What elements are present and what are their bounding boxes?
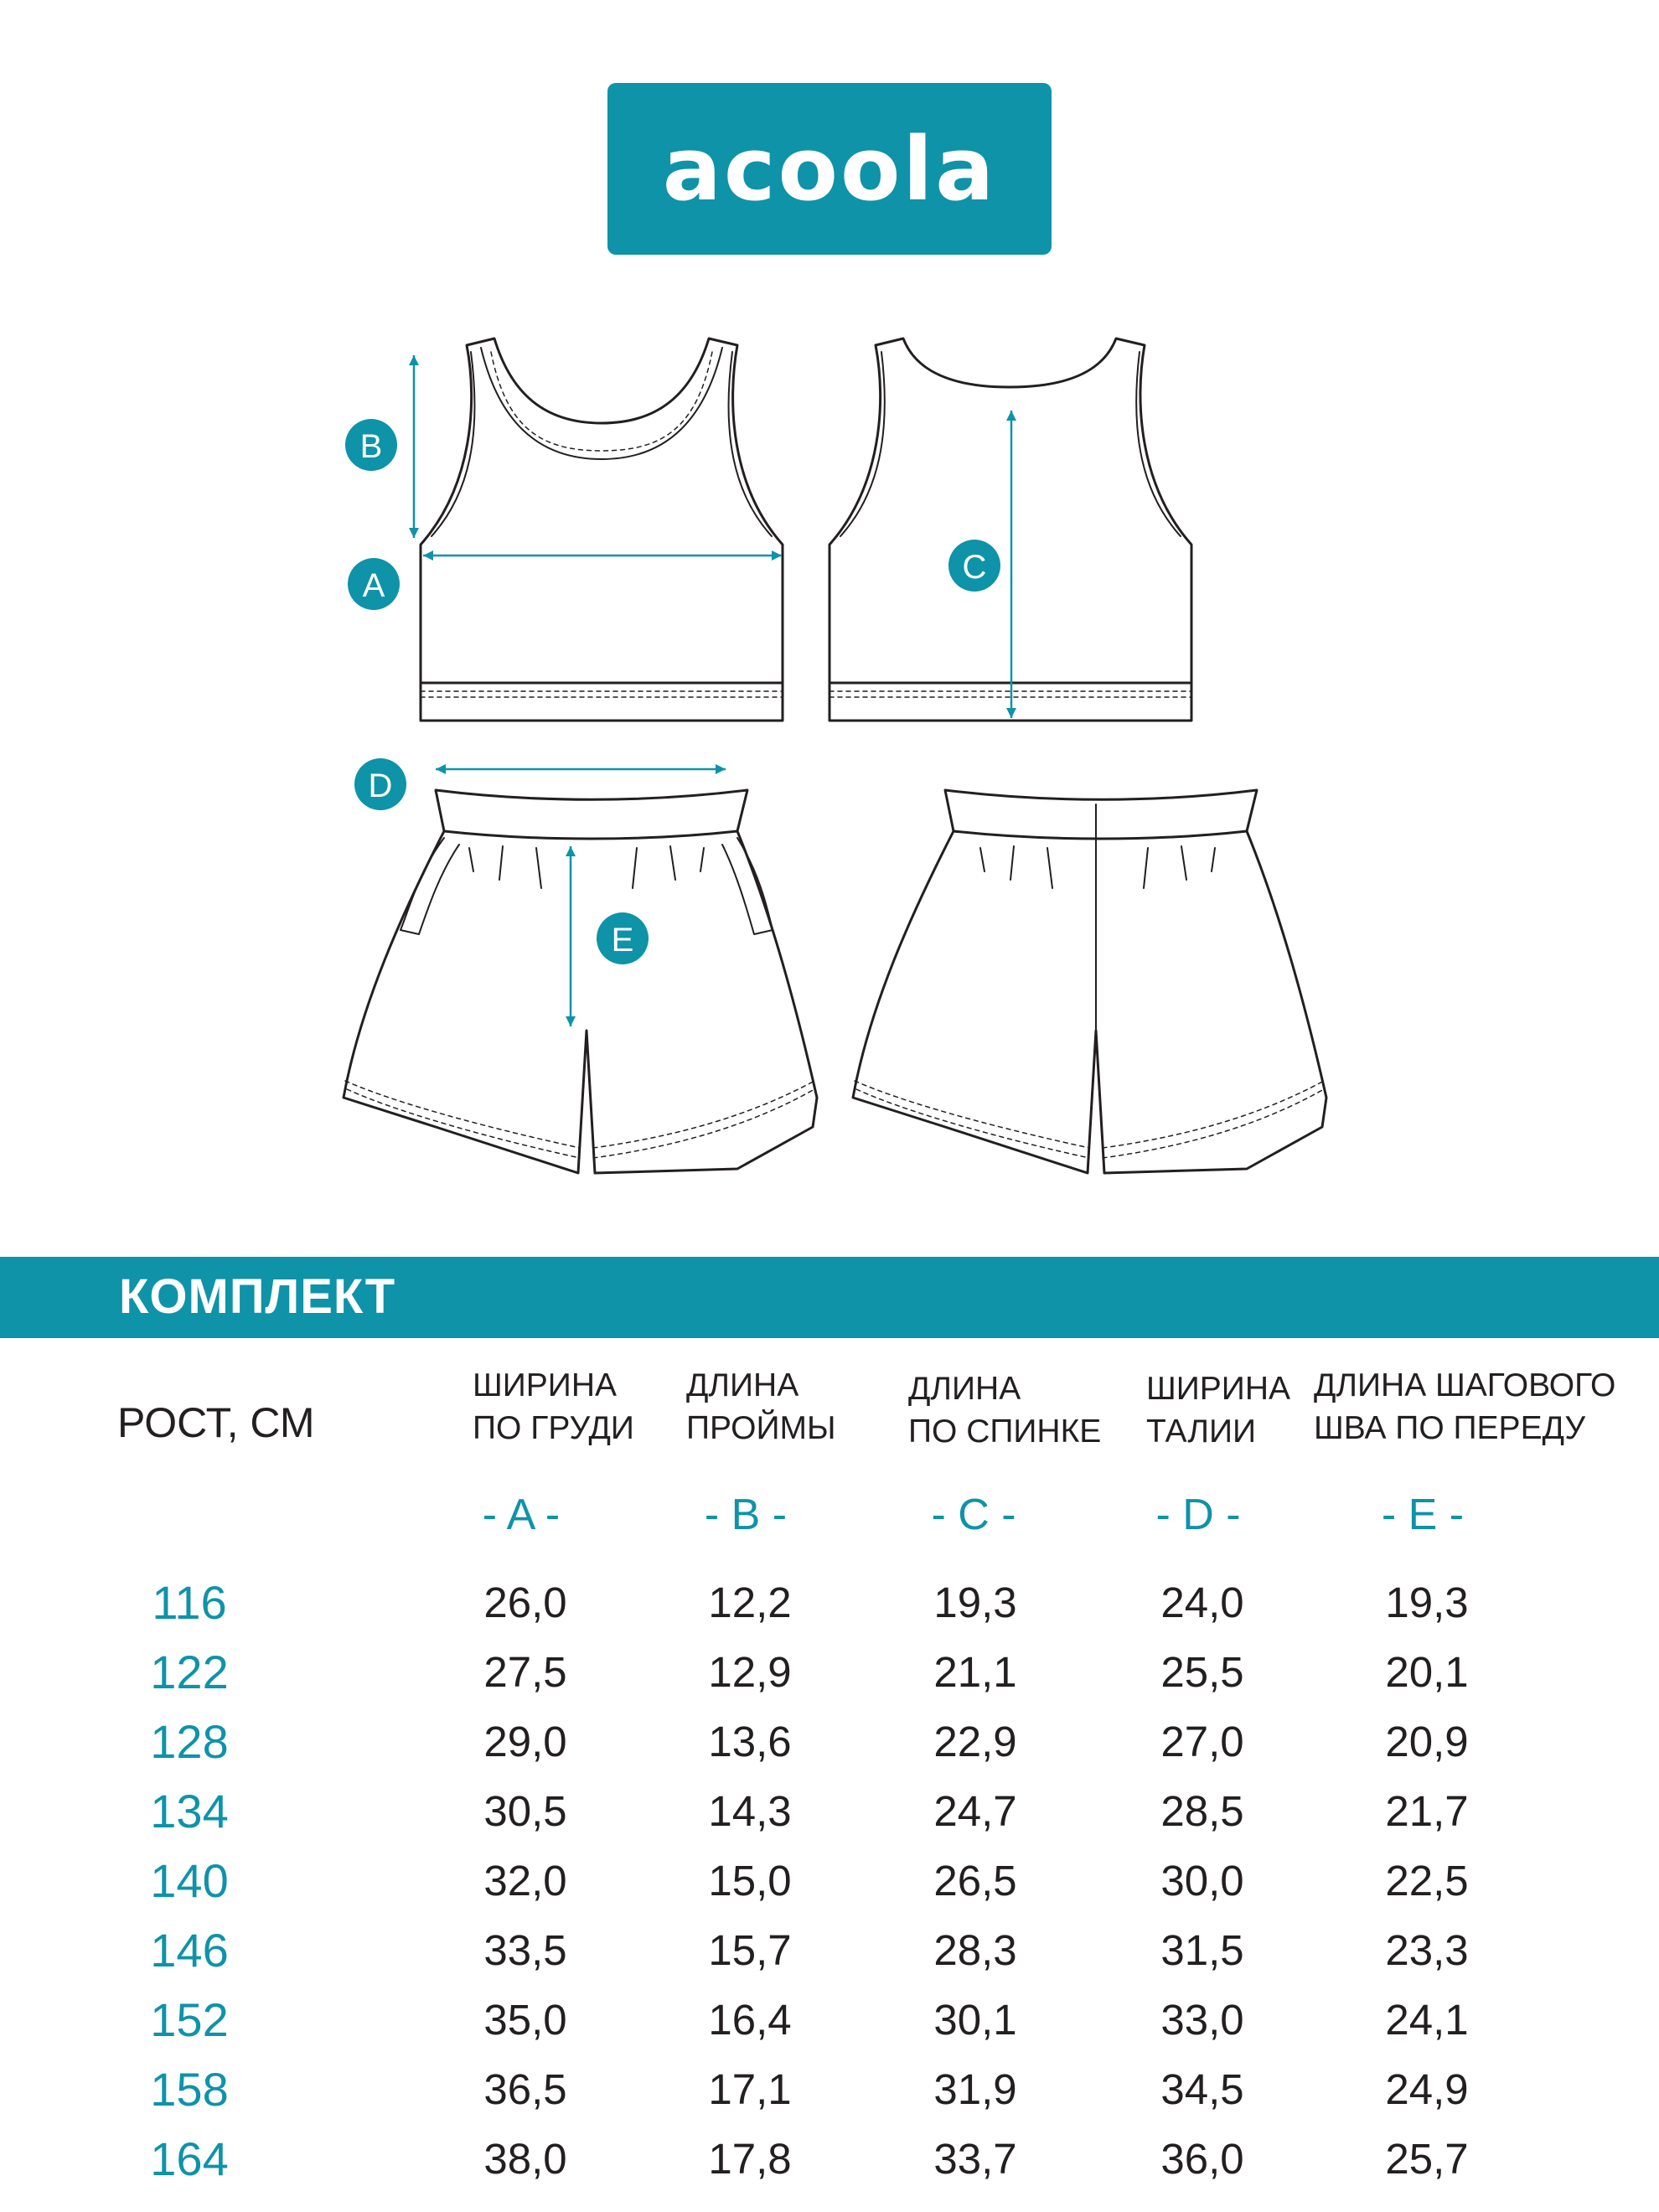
height-cell: 152 xyxy=(150,1993,229,2046)
section-title: КОМПЛЕКТ xyxy=(119,1269,396,1324)
measurement-cell: 28,5 xyxy=(1160,1787,1244,1835)
height-cell: 128 xyxy=(150,1715,229,1768)
row-header-height: РОСТ, СМ xyxy=(117,1399,315,1446)
column-header-armhole-length: ДЛИНА ПРОЙМЫ xyxy=(686,1367,836,1446)
measurement-cell: 34,5 xyxy=(1160,2065,1244,2113)
height-cell: 146 xyxy=(150,1924,229,1977)
column-letter-b: - B - xyxy=(704,1491,788,1539)
measurement-cell: 19,3 xyxy=(1385,1579,1469,1626)
height-cell: 134 xyxy=(150,1785,229,1837)
measurement-cell: 25,7 xyxy=(1385,2135,1469,2183)
label-c-marker xyxy=(948,540,1000,592)
measurement-cell: 35,0 xyxy=(483,1996,567,2044)
height-cell: 116 xyxy=(152,1576,227,1629)
measurement-cell: 24,7 xyxy=(933,1787,1017,1835)
table-row xyxy=(0,1856,1659,1925)
measure-c-line xyxy=(1006,411,1016,718)
label-a-marker xyxy=(348,558,400,610)
measurement-cell: 17,1 xyxy=(708,2065,792,2113)
svg-text:C: C xyxy=(962,549,987,586)
measurement-cell: 14,3 xyxy=(708,1787,792,1835)
measurement-cell: 30,5 xyxy=(483,1787,567,1835)
table-row xyxy=(0,1786,1659,1856)
shorts-back-sketch xyxy=(853,790,1326,1173)
shorts-front-sketch xyxy=(344,790,817,1173)
measurement-cell: 33,5 xyxy=(483,1926,567,1974)
table-row xyxy=(0,1578,1659,1647)
measurement-cell: 24,1 xyxy=(1385,1996,1469,2044)
table-row xyxy=(0,1995,1659,2065)
measurement-cell: 36,0 xyxy=(1160,2135,1244,2183)
measurement-cell: 26,5 xyxy=(933,1857,1017,1904)
logo-wordmark: acoola xyxy=(662,117,997,220)
measurement-cell: 31,5 xyxy=(1160,1926,1244,1974)
measurement-cell: 12,9 xyxy=(708,1648,792,1696)
measurement-cell: 17,8 xyxy=(708,2135,792,2183)
table-row xyxy=(0,1925,1659,1995)
measurement-cell: 24,9 xyxy=(1385,2065,1469,2113)
measure-d-line xyxy=(436,764,726,774)
measurement-cell: 25,5 xyxy=(1160,1648,1244,1696)
top-front-sketch xyxy=(421,339,783,721)
table-row xyxy=(0,2134,1659,2204)
measurement-cell: 20,1 xyxy=(1385,1648,1469,1696)
measurement-cell: 23,3 xyxy=(1385,1926,1469,1974)
label-d-marker xyxy=(354,758,406,810)
measurement-cell: 12,2 xyxy=(708,1579,792,1626)
height-cell: 158 xyxy=(150,2063,229,2116)
column-letter-e: - E - xyxy=(1381,1491,1465,1539)
measurement-cell: 27,5 xyxy=(483,1648,567,1696)
measurement-cell: 29,0 xyxy=(483,1718,567,1765)
measurement-cell: 30,0 xyxy=(1160,1857,1244,1904)
measurement-cell: 33,0 xyxy=(1160,1996,1244,2044)
column-header-back-length: ДЛИНА ПО СПИНКЕ xyxy=(908,1371,1102,1450)
column-letter-c: - C - xyxy=(931,1491,1016,1539)
measure-a-line xyxy=(423,550,782,561)
svg-text:E: E xyxy=(611,922,634,959)
measurement-cell: 32,0 xyxy=(483,1857,567,1904)
column-header-waist-width: ШИРИНА ТАЛИИ xyxy=(1146,1371,1290,1450)
measurement-cell: 26,0 xyxy=(483,1579,567,1626)
measure-b-line xyxy=(409,355,419,538)
section-title-band xyxy=(0,1257,1659,1338)
measurement-cell: 38,0 xyxy=(483,2135,567,2183)
measurement-cell: 27,0 xyxy=(1160,1718,1244,1765)
brand-logo xyxy=(607,83,1052,255)
measurement-cell: 31,9 xyxy=(933,2065,1017,2113)
svg-text:D: D xyxy=(368,767,393,804)
measurement-cell: 15,7 xyxy=(708,1926,792,1974)
table-row xyxy=(0,2065,1659,2134)
measurement-cell: 22,9 xyxy=(933,1718,1017,1765)
measurement-cell: 28,3 xyxy=(933,1926,1017,1974)
svg-text:A: A xyxy=(362,567,385,604)
measurement-cell: 15,0 xyxy=(708,1857,792,1904)
measurement-cell: 13,6 xyxy=(708,1718,792,1765)
column-letter-a: - A - xyxy=(482,1491,561,1539)
svg-text:B: B xyxy=(359,428,383,465)
measure-e-line xyxy=(566,846,576,1026)
height-cell: 164 xyxy=(150,2132,229,2185)
measurement-cell: 33,7 xyxy=(933,2135,1017,2183)
height-cell: 140 xyxy=(150,1854,229,1907)
column-letter-d: - D - xyxy=(1155,1491,1241,1539)
table-row xyxy=(0,1647,1659,1717)
column-header-chest-width: ШИРИНА ПО ГРУДИ xyxy=(473,1367,634,1446)
measurement-cell: 16,4 xyxy=(708,1996,792,2044)
label-e-marker xyxy=(597,912,649,964)
table-row xyxy=(0,1717,1659,1786)
measurement-cell: 21,7 xyxy=(1385,1787,1469,1835)
garment-sketches xyxy=(0,302,1659,1207)
measurement-cell: 36,5 xyxy=(483,2065,567,2113)
measurement-cell: 24,0 xyxy=(1160,1579,1244,1626)
measurement-cell: 20,9 xyxy=(1385,1718,1469,1765)
label-b-marker xyxy=(345,419,397,471)
measurement-cell: 30,1 xyxy=(933,1996,1017,2044)
height-cell: 122 xyxy=(150,1646,229,1698)
measurement-cell: 22,5 xyxy=(1385,1857,1469,1904)
measurement-cell: 21,1 xyxy=(933,1648,1017,1696)
measurement-cell: 19,3 xyxy=(933,1579,1017,1626)
column-header-inseam-length: ДЛИНА ШАГОВОГО ШВА ПО ПЕРЕДУ xyxy=(1314,1367,1616,1446)
